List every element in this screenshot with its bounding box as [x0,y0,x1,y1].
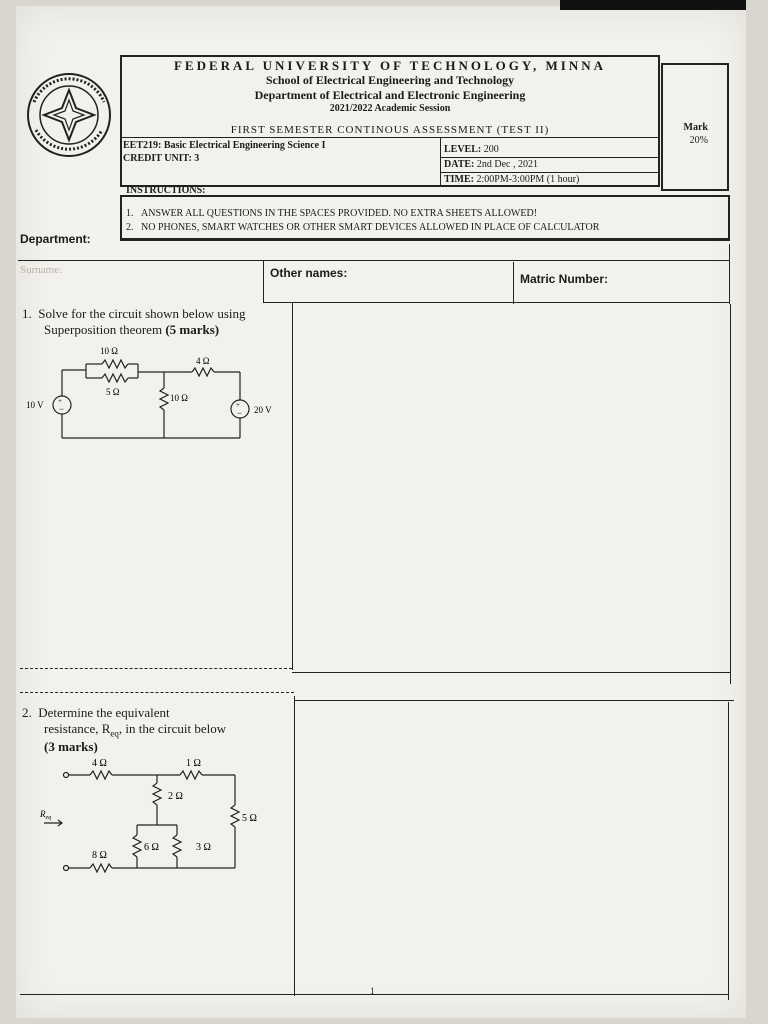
q2-r-6: 6 Ω [144,842,159,853]
time-field: TIME: 2:00PM-3:00PM (1 hour) [444,174,580,185]
q1-right-edge [730,304,731,684]
date-underline [440,172,660,173]
instruction-item-2: 2. NO PHONES, SMART WATCHES OR OTHER SMART DEVICES ALLOWED IN PLACE OF CALCULATOR [126,222,600,233]
q2-right-edge [728,702,729,1000]
school-name: School of Electrical Engineering and Technology [265,73,515,87]
q2-circuit-diagram [30,755,280,880]
student-col-1 [263,260,264,302]
university-logo [26,72,112,158]
q2-answer-divider [294,696,295,996]
course-code-title: EET219: Basic Electrical Engineering Science I [123,140,326,151]
instruction-item-1: 1. ANSWER ALL QUESTIONS IN THE SPACES PROVIDED. NO EXTRA SHEETS ALLOWED! [126,208,538,219]
student-row-top [18,260,730,261]
header-divider [120,137,660,138]
other-names-label: Other names: [270,266,348,280]
mark-label: Mark [683,122,708,133]
svg-text:+: + [58,397,62,405]
q2-r-5: 5 Ω [242,813,257,824]
q1-text: 1. Solve for the circuit shown below using Superposition theorem (5 marks) [22,306,246,337]
q1-r-4: 4 Ω [196,356,210,366]
svg-text:−: − [237,408,243,418]
q2-text: 2. Determine the equivalent resistance, $R_{eq}$, in the circuit below (3 marks) [22,705,227,754]
svg-text:−: − [59,404,65,414]
q1-bottom-left [20,668,292,669]
department-label: Department: [20,232,91,246]
university-name: FEDERAL UNIVERSITY OF TECHNOLOGY, MINNA [173,58,607,73]
q1-source-20v: 20 V [254,405,272,415]
level-underline [440,157,660,158]
q2-r-8: 8 Ω [92,850,107,861]
matric-number-label: Matric Number: [520,272,609,286]
q1-source-10v: 10 V [26,400,44,410]
q2-r-3: 3 Ω [196,842,211,853]
q2-r-2: 2 Ω [168,791,183,802]
instructions-heading: INSTRUCTIONS: [126,185,206,196]
q2-r-1: 1 Ω [186,758,201,769]
credit-unit: CREDIT UNIT: 3 [123,153,200,164]
q2-top-right [294,700,734,701]
q2-req-label: $R_{eq}$ [40,809,52,821]
q1-bottom-right [292,672,730,673]
level-field: LEVEL: 200 [444,144,499,155]
q2-top-left [20,692,294,693]
student-col-2 [513,262,514,304]
date-field: DATE: 2nd Dec , 2021 [444,159,538,170]
student-row-bottom [263,302,730,303]
q1-r-10-middle: 10 Ω [170,393,188,403]
surname-label: Surname: [20,264,63,276]
exam-title: FIRST SEMESTER CONTINOUS ASSESSMENT (TEST II) [230,124,550,136]
q1-r-5: 5 Ω [106,387,120,397]
scan-edge-bar [560,0,746,10]
svg-text:+: + [236,401,240,409]
mark-value: 20% [689,135,708,146]
q1-r-10-top: 10 Ω [100,346,118,356]
department-name: Department of Electrical and Electronic Engineering [254,88,526,102]
q2-r-4: 4 Ω [92,758,107,769]
header-column-divider [440,137,441,187]
page-number: 1 [370,986,375,996]
student-right-edge [729,244,730,304]
q1-circuit-diagram [24,340,294,450]
academic-session: 2021/2022 Academic Session [329,103,451,114]
